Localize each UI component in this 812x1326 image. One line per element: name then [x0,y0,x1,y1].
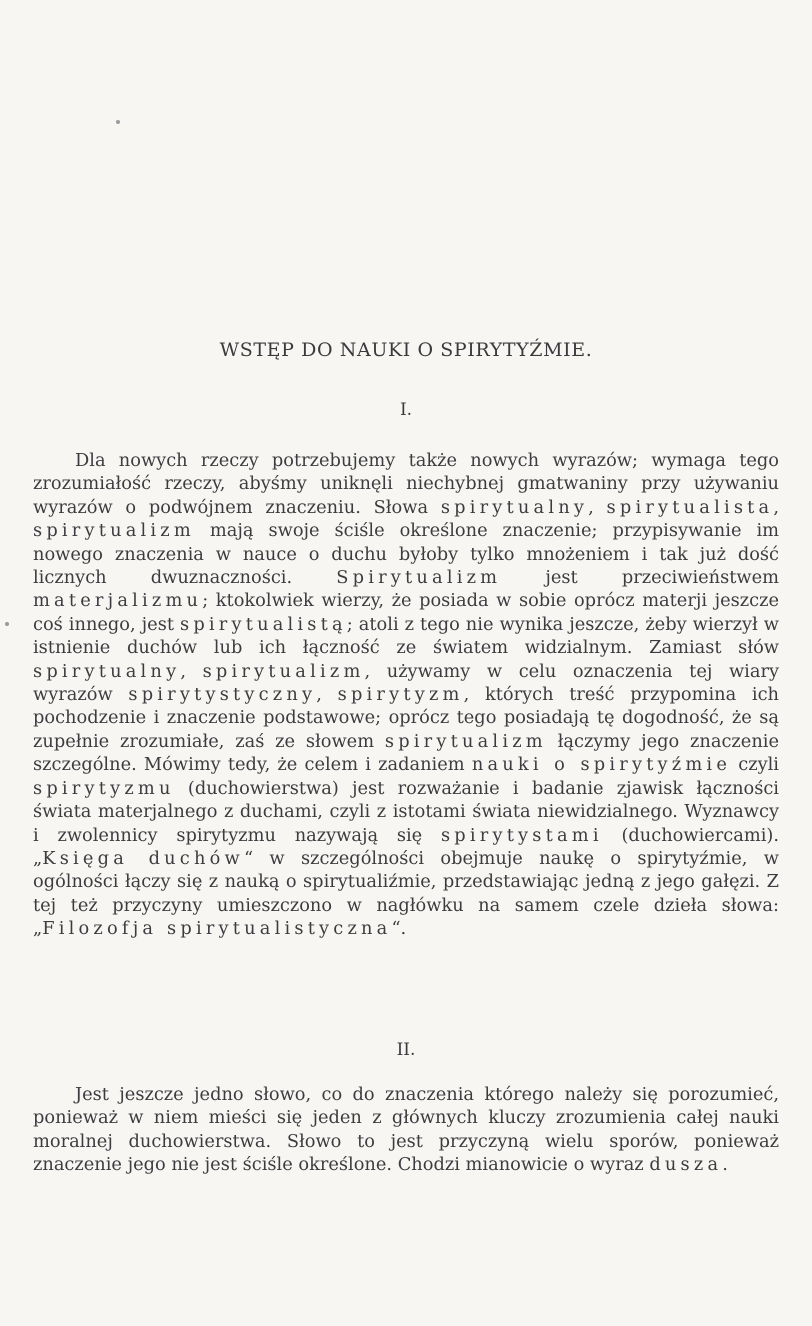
section-number-1: I. [399,400,413,420]
spaced-term: spirytualizm [33,520,195,542]
spaced-term: spirytualny [440,496,589,518]
spaced-term: Spirytualizm [336,567,502,589]
spaced-term: spirytualny [33,660,181,682]
spaced-term: materjalizmu [33,590,203,612]
spaced-term: spirytyzm [337,684,464,706]
spaced-term: spirytualizm [384,730,547,752]
spaced-term: Filozofja spirytualistyczna [42,918,392,940]
page-title: WSTĘP DO NAUKI O SPIRYTYŹMIE. [219,339,593,361]
spaced-term: spirytystami [440,824,603,846]
spaced-term: spirytualizm [202,660,365,682]
spaced-term: dusza [649,1154,723,1176]
spaced-term: nauki o spirytyźmie [471,754,732,776]
margin-dot [5,622,9,626]
spaced-term: spirytyzmu [33,777,175,799]
section-number-2: II. [396,1040,416,1060]
spaced-term: spirytualistą [180,613,347,635]
spaced-term: Księga duchów [42,847,244,869]
paragraph-2: Jest jeszcze jedno słowo, co do znaczenia którego należy się porozumieć, ponieważ w niem mieści się jeden z głównych kluczy zrozumienia całej nauki moralnej duchowierstwa. Słowo to jest przyczyną wielu sporów, ponieważ znaczenie jego nie jest ściśle określone. Chodzi mianowicie o wyraz dusza. [33,1084,779,1176]
spaced-term: spirytualista [606,496,774,518]
paragraph-1: Dla nowych rzeczy potrzebujemy także nowych wyrazów; wymaga tego zrozumiałość rzeczy, abyśmy uniknęli niechybnej gmatwaniny przy używaniu wyrazów o podwójnem znaczeniu. Słowa spirytualny, spirytualista, spirytualizm mają swoje ściśle określone znaczenie; przypisywanie im nowego znaczenia w nauce o duchu byłoby tylko mnożeniem i tak już dość licznych dwuznaczności. Spirytualizm jest przeciwieństwem materjalizmu; ktokolwiek wierzy, że posiada w sobie oprócz materji jeszcze coś innego, jest spirytualistą; atoli z tego nie wynika jeszcze, żeby wierzył w istnienie duchów lub ich łączność ze światem widzialnym. Zamiast słów spirytualny, spirytualizm, używamy w celu oznaczenia tej wiary wyrazów spirytystyczny, spirytyzm, których treść przypomina ich pochodzenie i znaczenie podstawowe; oprócz tego posiadają tę dogodność, że są zupełnie zrozumiałe, zaś ze słowem spirytualizm łączymy jego znaczenie szczególne. Mówimy tedy, że celem i zadaniem nauki o spirytyźmie czyli spirytyzmu (duchowierstwa) jest rozważanie i badanie zjawisk łączności świata materjalnego z duchami, czyli z istotami świata niewidzialnego. Wyznawcy i zwolennicy spirytyzmu nazywają się spirytystami (duchowiercami). „Księga duchów“ w szczególności obejmuje naukę o spirytyźmie, w ogólności łączy się z nauką o spirytualiźmie, przedstawiając jedną z jego gałęzi. Z tej też przyczyny umieszczono w nagłówku na samem czele dzieła słowa: „Filozofja spirytualistyczna“. [33,450,779,940]
page-speck [116,120,120,124]
spaced-term: spirytystyczny [128,684,317,706]
